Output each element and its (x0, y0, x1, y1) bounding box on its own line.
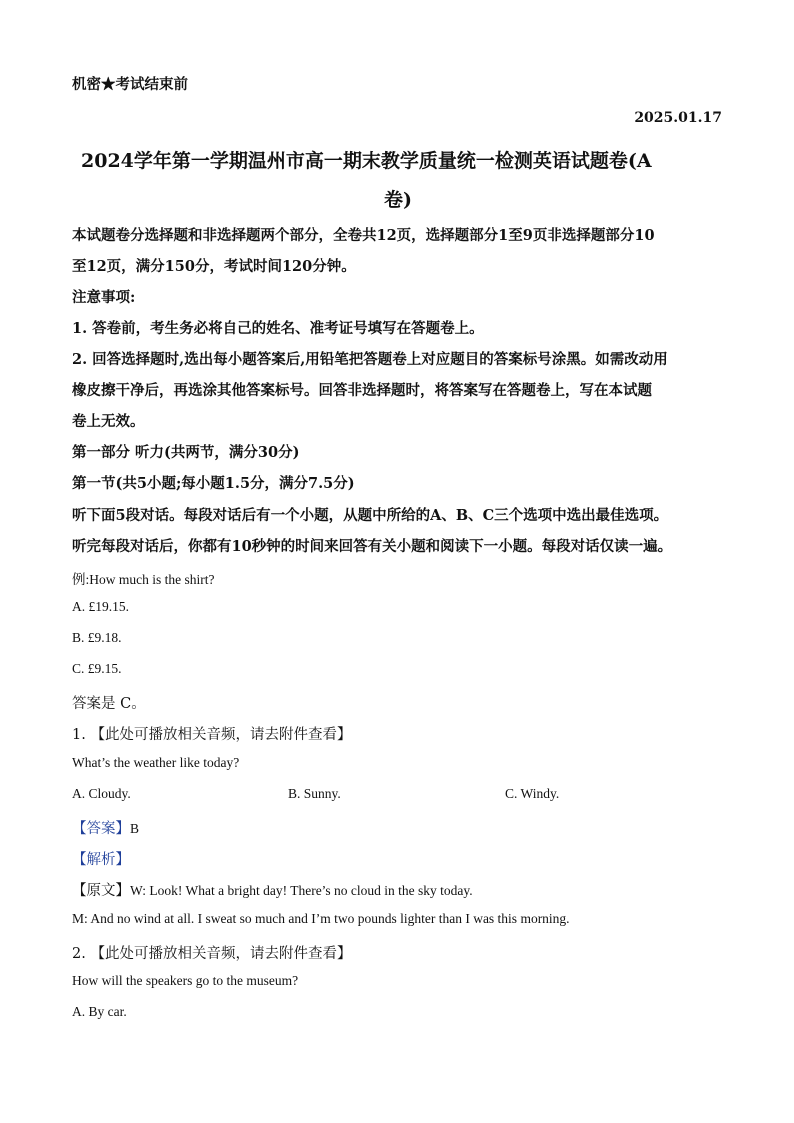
notes-item-1: 1. 答卷前，考生务必将自己的姓名、准考证号填写在答题卷上。 (72, 320, 484, 337)
analysis-tag: 【解析】 (72, 852, 130, 868)
q1-script-m: M: And no wind at all. I sweat so much and I’m two pounds lighter than I was this morning. (72, 911, 570, 926)
q2-question: How will the speakers go to the museum? (72, 973, 299, 988)
page-title-line-1: 2024学年第一学期温州市高一期末教学质量统一检测英语试题卷(A (81, 150, 652, 172)
notes-heading: 注意事项: (72, 289, 136, 306)
q1-header: 1. 【此处可播放相关音频，请去附件查看】 (72, 727, 352, 743)
section1-heading: 第一节(共5小题;每小题1.5分，满分7.5分) (72, 475, 355, 492)
intro-line-2: 至12页，满分150分，考试时间120分钟。 (72, 258, 356, 275)
example-question: 例:How much is the shirt? (72, 572, 215, 587)
notes-item-2-line-3: 卷上无效。 (72, 413, 145, 430)
intro-line-1: 本试题卷分选择题和非选择题两个部分，全卷共12页，选择题部分1至9页非选择题部分10 (72, 227, 655, 244)
instructions-line-2: 听完每段对话后，你都有10秒钟的时间来回答有关小题和阅读下一小题。每段对话仅读一遍。 (72, 538, 673, 555)
q1-answer-row (72, 817, 139, 838)
q2-option-a: A. By car. (72, 1004, 127, 1019)
example-option-b: B. £9.18. (72, 630, 122, 645)
q1-script-w-row (72, 879, 473, 900)
exam-date: 2025.01.17 (634, 110, 722, 126)
q1-option-c: C. Windy. (505, 786, 560, 801)
confidential-label: 机密★考试结束前 (72, 76, 188, 93)
q1-script-w: W: Look! What a bright day! There’s no cloud in the sky today. (130, 883, 473, 898)
notes-item-2-line-2: 橡皮擦干净后，再选涂其他答案标号。回答非选择题时，将答案写在答题卷上，写在本试题 (72, 382, 652, 399)
q2-header: 2. 【此处可播放相关音频，请去附件查看】 (72, 946, 352, 962)
instructions-line-1: 听下面5段对话。每段对话后有一个小题，从题中所给的A、B、C三个选项中选出最佳选项。 (72, 507, 669, 524)
example-option-a: A. £19.15. (72, 599, 129, 614)
part1-heading: 第一部分 听力(共两节，满分30分) (72, 444, 300, 461)
q1-option-a: A. Cloudy. (72, 786, 131, 801)
q1-option-b: B. Sunny. (288, 786, 341, 801)
q1-question: What’s the weather like today? (72, 755, 240, 770)
q1-answer: B (130, 821, 140, 836)
page-title-line-2: 卷) (384, 189, 412, 211)
example-option-c: C. £9.15. (72, 661, 122, 676)
notes-item-2-line-1: 2. 回答选择题时,选出每小题答案后,用铅笔把答题卷上对应题目的答案标号涂黑。如需改动用 (72, 351, 668, 368)
example-answer: 答案是 C。 (72, 696, 146, 712)
script-tag: 【原文】 (72, 883, 130, 899)
answer-tag: 【答案】 (72, 821, 130, 837)
